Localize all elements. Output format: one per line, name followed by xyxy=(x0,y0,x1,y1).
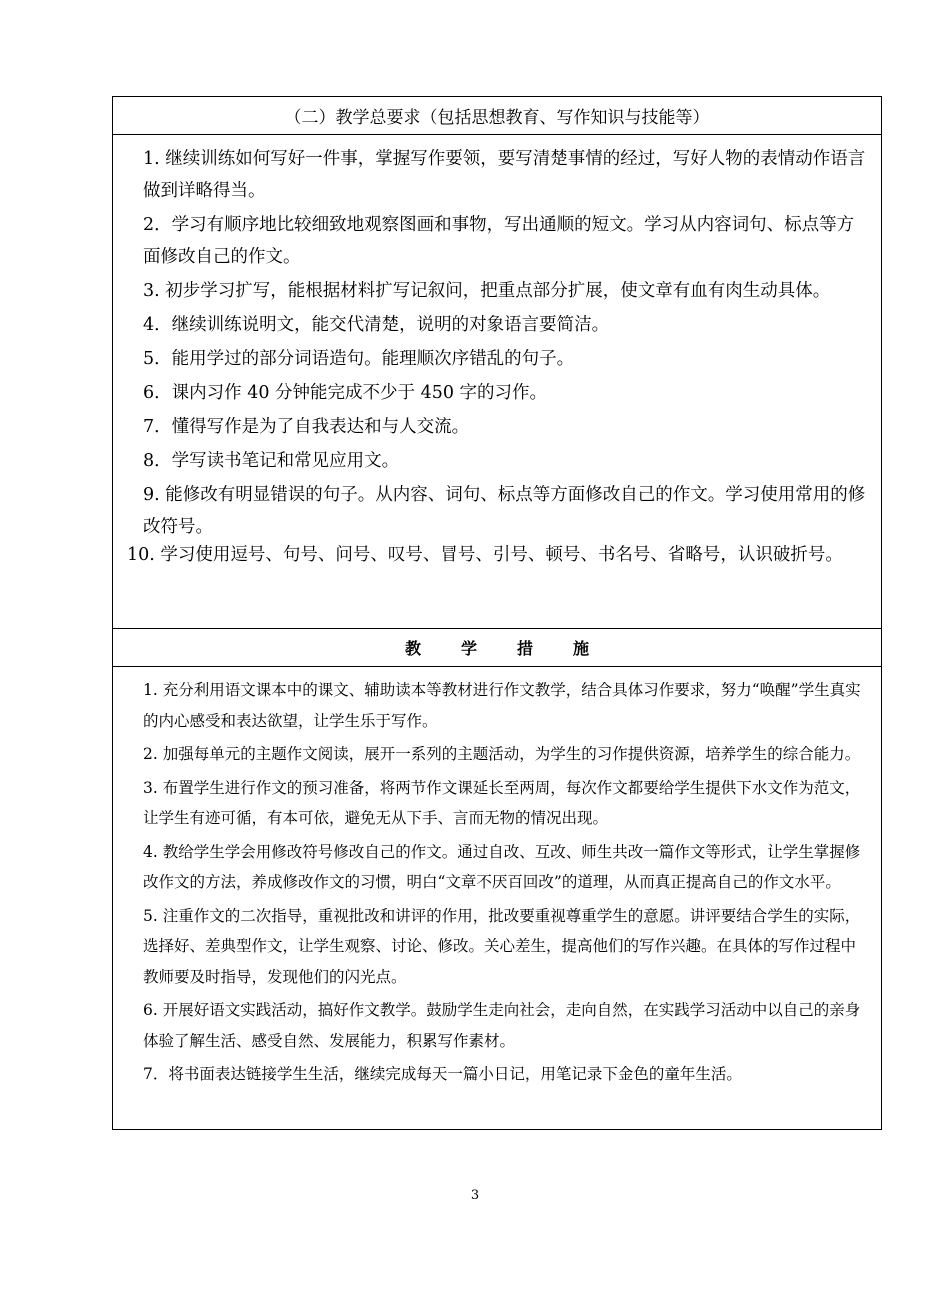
requirement-item: 1. 继续训练如何写好一件事，掌握写作要领，要写清楚事情的经过，写好人物的表情动作语言做到详略得当。 xyxy=(143,149,866,201)
document-table xyxy=(112,96,882,1130)
measure-item: 6. 开展好语文实践活动，搞好作文教学。鼓励学生走向社会，走向自然，在实践学习活动中以自己的亲身体验了解生活、感受自然、发展能力，积累写作素材。 xyxy=(143,1001,861,1050)
measure-item: 4. 教给学生学会用修改符号修改自己的作文。通过自改、互改、师生共改一篇作文等形式，让学生掌握修改作文的方法，养成修改作文的习惯，明白“文章不厌百回改”的道理，从而真正提高自己的作文水平。 xyxy=(143,842,861,891)
page-number: 3 xyxy=(470,1188,480,1203)
measure-item: 2. 加强每单元的主题作文阅读，展开一系列的主题活动，为学生的习作提供资源，培养学生的综合能力。 xyxy=(143,745,861,763)
measure-item: 3. 布置学生进行作文的预习准备，将两节作文课延长至两周，每次作文都要给学生提供下水文作为范文，让学生有迹可循，有本可依，避免无从下手、言而无物的情况出现。 xyxy=(143,778,861,827)
measure-item: 1. 充分利用语文课本中的课文、辅助读本等教材进行作文教学，结合具体习作要求，努力“唤醒”学生真实的内心感受和表达欲望，让学生乐于写作。 xyxy=(143,681,861,730)
measure-item: 7．将书面表达链接学生生活，继续完成每天一篇小日记，用笔记录下金色的童年生活。 xyxy=(143,1065,742,1083)
requirement-item: 4．继续训练说明文，能交代清楚，说明的对象语言要简洁。 xyxy=(143,315,610,335)
requirement-item: 6．课内习作 40 分钟能完成不少于 450 字的习作。 xyxy=(143,383,548,403)
requirement-item: 9. 能修改有明显错误的句子。从内容、词句、标点等方面修改自己的作文。学习使用常用的修改符号。 xyxy=(143,485,866,537)
requirement-item: 8．学写读书笔记和常见应用文。 xyxy=(143,451,400,471)
measures-body xyxy=(113,667,881,1129)
measures-title: 教学措施 xyxy=(404,639,629,658)
requirement-item: 5．能用学过的部分词语造句。能理顺次序错乱的句子。 xyxy=(143,349,575,369)
requirement-item: 3. 初步学习扩写，能根据材料扩写记叙问，把重点部分扩展，使文章有血有肉生动具体。 xyxy=(143,281,831,301)
requirements-header xyxy=(113,97,881,135)
requirement-item: 10. 学习使用逗号、句号、问号、叹号、冒号、引号、顿号、书名号、省略号，认识破折号。 xyxy=(127,545,843,565)
requirement-item: 2．学习有顺序地比较细致地观察图画和事物，写出通顺的短文。学习从内容词句、标点等方面修改自己的作文。 xyxy=(143,215,855,267)
requirements-title: （二）教学总要求（包括思想教育、写作知识与技能等） xyxy=(284,108,710,128)
requirement-item: 7．懂得写作是为了自我表达和与人交流。 xyxy=(143,417,470,437)
measures-header xyxy=(113,629,881,667)
measure-item: 5. 注重作文的二次指导，重视批改和讲评的作用，批改要重视尊重学生的意愿。讲评要结合学生的实际，选择好、差典型作文，让学生观察、讨论、修改。关心差生，提高他们的写作兴趣。在具体的写作过程中教师要及时指导，发现他们的闪光点。 xyxy=(143,906,861,986)
requirements-body xyxy=(113,135,881,629)
